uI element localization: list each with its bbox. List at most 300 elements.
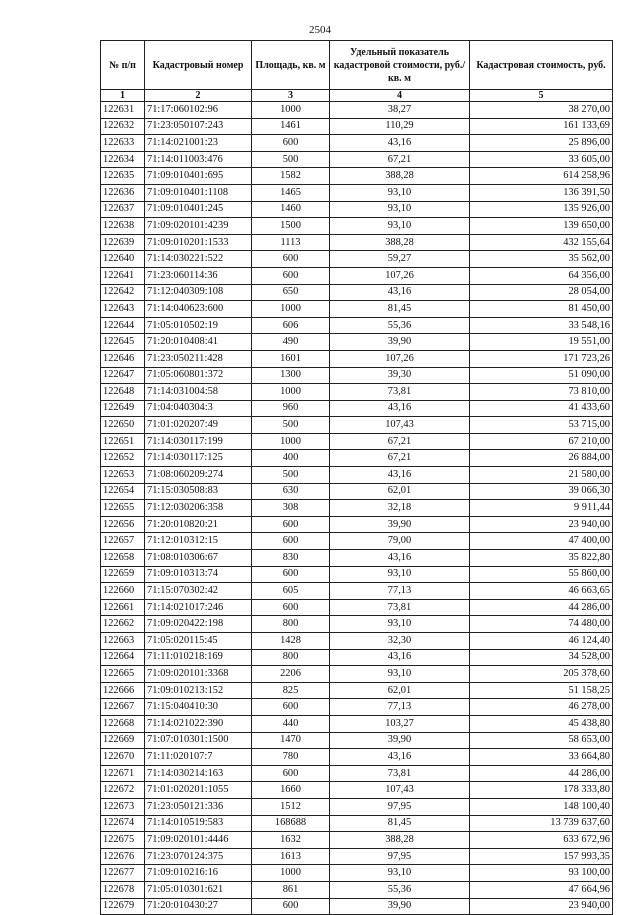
cadastral-value-cell: 21 580,00: [470, 467, 613, 484]
area-cell: 825: [252, 682, 330, 699]
table-row: [101, 234, 613, 251]
area-cell: 630: [252, 483, 330, 500]
cadastral-number-cell: 71:14:040623:600: [145, 301, 252, 318]
table-row: [101, 732, 613, 749]
area-cell: 168688: [252, 815, 330, 832]
area-cell: 800: [252, 616, 330, 633]
cadastral-value-cell: 64 356,00: [470, 267, 613, 284]
area-cell: 600: [252, 267, 330, 284]
table-row: [101, 201, 613, 218]
column-number: 5: [470, 90, 613, 102]
specific-value-cell: 67,21: [330, 450, 470, 467]
row-number-cell: 122646: [101, 350, 145, 367]
row-number-cell: 122649: [101, 400, 145, 417]
cadastral-value-cell: 9 911,44: [470, 500, 613, 517]
cadastral-value-cell: 157 993,35: [470, 848, 613, 865]
cadastral-number-cell: 71:15:030508:83: [145, 483, 252, 500]
specific-value-cell: 107,43: [330, 417, 470, 434]
specific-value-cell: 93,10: [330, 616, 470, 633]
specific-value-cell: 107,26: [330, 350, 470, 367]
area-cell: 1000: [252, 301, 330, 318]
table-header-row: [101, 41, 613, 90]
cadastral-number-cell: 71:14:031004:58: [145, 384, 252, 401]
table-row: [101, 400, 613, 417]
table-row: [101, 367, 613, 384]
area-cell: 600: [252, 251, 330, 268]
cadastral-value-cell: 33 548,16: [470, 317, 613, 334]
specific-value-cell: 67,21: [330, 433, 470, 450]
area-cell: 605: [252, 583, 330, 600]
area-cell: 861: [252, 881, 330, 898]
specific-value-cell: 39,90: [330, 732, 470, 749]
area-cell: 600: [252, 599, 330, 616]
area-cell: 490: [252, 334, 330, 351]
specific-value-cell: 39,90: [330, 334, 470, 351]
specific-value-cell: 39,30: [330, 367, 470, 384]
cadastral-number-cell: 71:09:010213:152: [145, 682, 252, 699]
row-number-cell: 122645: [101, 334, 145, 351]
specific-value-cell: 73,81: [330, 599, 470, 616]
row-number-cell: 122654: [101, 483, 145, 500]
area-cell: 1460: [252, 201, 330, 218]
cadastral-value-cell: 33 605,00: [470, 151, 613, 168]
row-number-cell: 122674: [101, 815, 145, 832]
cadastral-value-cell: 33 664,80: [470, 749, 613, 766]
cadastral-number-cell: 71:20:010430:27: [145, 898, 252, 915]
specific-value-cell: 32,18: [330, 500, 470, 517]
cadastral-value-cell: 93 100,00: [470, 865, 613, 882]
row-number-cell: 122641: [101, 267, 145, 284]
cadastral-number-cell: 71:12:010312:15: [145, 533, 252, 550]
area-cell: 1300: [252, 367, 330, 384]
specific-value-cell: 73,81: [330, 765, 470, 782]
cadastral-number-cell: 71:01:020207:49: [145, 417, 252, 434]
area-cell: 600: [252, 516, 330, 533]
row-number-cell: 122651: [101, 433, 145, 450]
area-cell: 1632: [252, 832, 330, 849]
table-row: [101, 184, 613, 201]
cadastral-number-cell: 71:11:010218:169: [145, 649, 252, 666]
row-number-cell: 122644: [101, 317, 145, 334]
cadastral-value-cell: 44 286,00: [470, 765, 613, 782]
table-row: [101, 284, 613, 301]
row-number-cell: 122643: [101, 301, 145, 318]
page-number: 2504: [309, 24, 331, 36]
table-row: [101, 749, 613, 766]
specific-value-cell: 43,16: [330, 400, 470, 417]
cadastral-value-cell: 26 884,00: [470, 450, 613, 467]
table-row: [101, 633, 613, 650]
area-cell: 1601: [252, 350, 330, 367]
area-cell: 1582: [252, 168, 330, 185]
cadastral-number-cell: 71:14:021022:390: [145, 715, 252, 732]
header-cadastral-number: Кадастровый номер: [145, 41, 252, 90]
area-cell: 500: [252, 417, 330, 434]
table-row: [101, 566, 613, 583]
cadastral-number-cell: 71:17:060102:96: [145, 102, 252, 119]
area-cell: 500: [252, 467, 330, 484]
column-number: 1: [101, 90, 145, 102]
table-row: [101, 334, 613, 351]
area-cell: 600: [252, 765, 330, 782]
cadastral-value-cell: 23 940,00: [470, 898, 613, 915]
cadastral-value-cell: 55 860,00: [470, 566, 613, 583]
cadastral-value-cell: 44 286,00: [470, 599, 613, 616]
area-cell: 2206: [252, 666, 330, 683]
area-cell: 308: [252, 500, 330, 517]
cadastral-value-cell: 136 391,50: [470, 184, 613, 201]
row-number-cell: 122667: [101, 699, 145, 716]
table-row: [101, 168, 613, 185]
area-cell: 800: [252, 649, 330, 666]
cadastral-value-cell: 19 551,00: [470, 334, 613, 351]
specific-value-cell: 97,95: [330, 848, 470, 865]
row-number-cell: 122647: [101, 367, 145, 384]
cadastral-value-cell: 46 124,40: [470, 633, 613, 650]
specific-value-cell: 110,29: [330, 118, 470, 135]
cadastral-number-cell: 71:05:010502:19: [145, 317, 252, 334]
table-row: [101, 450, 613, 467]
area-cell: 1000: [252, 102, 330, 119]
cadastral-number-cell: 71:14:030117:125: [145, 450, 252, 467]
table-row: [101, 350, 613, 367]
specific-value-cell: 107,43: [330, 782, 470, 799]
area-cell: 1428: [252, 633, 330, 650]
specific-value-cell: 43,16: [330, 135, 470, 152]
header-cadastral-value: Кадастровая стоимость, руб.: [470, 41, 613, 90]
table-row: [101, 865, 613, 882]
area-cell: 600: [252, 533, 330, 550]
cadastral-number-cell: 71:11:020107:7: [145, 749, 252, 766]
cadastral-value-cell: 47 664,96: [470, 881, 613, 898]
specific-value-cell: 81,45: [330, 301, 470, 318]
table-row: [101, 832, 613, 849]
cadastral-number-cell: 71:14:030221:522: [145, 251, 252, 268]
row-number-cell: 122634: [101, 151, 145, 168]
cadastral-number-cell: 71:12:040309:108: [145, 284, 252, 301]
specific-value-cell: 43,16: [330, 550, 470, 567]
specific-value-cell: 81,45: [330, 815, 470, 832]
table-row: [101, 798, 613, 815]
specific-value-cell: 32,30: [330, 633, 470, 650]
cadastral-value-cell: 205 378,60: [470, 666, 613, 683]
area-cell: 780: [252, 749, 330, 766]
cadastral-value-cell: 45 438,80: [470, 715, 613, 732]
specific-value-cell: 103,27: [330, 715, 470, 732]
area-cell: 1500: [252, 218, 330, 235]
specific-value-cell: 93,10: [330, 666, 470, 683]
cadastral-number-cell: 71:23:050211:428: [145, 350, 252, 367]
cadastral-number-cell: 71:05:060801:372: [145, 367, 252, 384]
specific-value-cell: 59,27: [330, 251, 470, 268]
specific-value-cell: 107,26: [330, 267, 470, 284]
specific-value-cell: 97,95: [330, 798, 470, 815]
specific-value-cell: 67,21: [330, 151, 470, 168]
row-number-cell: 122633: [101, 135, 145, 152]
cadastral-number-cell: 71:20:010408:41: [145, 334, 252, 351]
cadastral-number-cell: 71:09:010401:245: [145, 201, 252, 218]
cadastral-number-cell: 71:09:010401:1108: [145, 184, 252, 201]
area-cell: 1465: [252, 184, 330, 201]
cadastral-value-cell: 161 133,69: [470, 118, 613, 135]
table-row: [101, 483, 613, 500]
row-number-cell: 122642: [101, 284, 145, 301]
cadastral-number-cell: 71:05:010301:621: [145, 881, 252, 898]
cadastral-number-cell: 71:09:020101:4446: [145, 832, 252, 849]
column-number: 2: [145, 90, 252, 102]
table-row: [101, 433, 613, 450]
area-cell: 1000: [252, 433, 330, 450]
row-number-cell: 122655: [101, 500, 145, 517]
cadastral-value-cell: 23 940,00: [470, 516, 613, 533]
row-number-cell: 122652: [101, 450, 145, 467]
area-cell: 606: [252, 317, 330, 334]
header-specific-value: Удельный показатель кадастровой стоимости, руб./кв. м: [330, 41, 470, 90]
cadastral-value-cell: 47 400,00: [470, 533, 613, 550]
row-number-cell: 122662: [101, 616, 145, 633]
cadastral-value-cell: 51 158,25: [470, 682, 613, 699]
table-row: [101, 550, 613, 567]
area-cell: 830: [252, 550, 330, 567]
cadastral-number-cell: 71:08:010306:67: [145, 550, 252, 567]
area-cell: 960: [252, 400, 330, 417]
cadastral-number-cell: 71:12:030206:358: [145, 500, 252, 517]
row-number-cell: 122679: [101, 898, 145, 915]
area-cell: 1000: [252, 865, 330, 882]
table-row: [101, 666, 613, 683]
cadastral-value-cell: 614 258,96: [470, 168, 613, 185]
area-cell: 1113: [252, 234, 330, 251]
area-cell: 600: [252, 566, 330, 583]
cadastral-value-cell: 53 715,00: [470, 417, 613, 434]
cadastral-number-cell: 71:14:010519:583: [145, 815, 252, 832]
cadastral-number-cell: 71:20:010820:21: [145, 516, 252, 533]
row-number-cell: 122635: [101, 168, 145, 185]
cadastral-value-cell: 39 066,30: [470, 483, 613, 500]
specific-value-cell: 43,16: [330, 467, 470, 484]
table-row: [101, 815, 613, 832]
cadastral-value-cell: 35 822,80: [470, 550, 613, 567]
table-body: [101, 102, 613, 915]
specific-value-cell: 93,10: [330, 218, 470, 235]
area-cell: 1000: [252, 384, 330, 401]
cadastral-value-cell: 67 210,00: [470, 433, 613, 450]
table-row: [101, 251, 613, 268]
table-row: [101, 616, 613, 633]
specific-value-cell: 73,81: [330, 384, 470, 401]
table-row: [101, 583, 613, 600]
table-row: [101, 599, 613, 616]
area-cell: 1512: [252, 798, 330, 815]
row-number-cell: 122672: [101, 782, 145, 799]
row-number-cell: 122631: [101, 102, 145, 119]
row-number-cell: 122659: [101, 566, 145, 583]
cadastral-number-cell: 71:09:020101:4239: [145, 218, 252, 235]
cadastral-value-cell: 139 650,00: [470, 218, 613, 235]
table-row: [101, 151, 613, 168]
row-number-cell: 122648: [101, 384, 145, 401]
specific-value-cell: 77,13: [330, 699, 470, 716]
area-cell: 400: [252, 450, 330, 467]
table-row: [101, 699, 613, 716]
row-number-cell: 122660: [101, 583, 145, 600]
cadastral-value-cell: 34 528,00: [470, 649, 613, 666]
cadastral-number-cell: 71:09:010201:1533: [145, 234, 252, 251]
specific-value-cell: 93,10: [330, 184, 470, 201]
row-number-cell: 122666: [101, 682, 145, 699]
cadastral-number-cell: 71:09:020101:3368: [145, 666, 252, 683]
table-row: [101, 135, 613, 152]
cadastral-number-cell: 71:09:010401:695: [145, 168, 252, 185]
specific-value-cell: 43,16: [330, 649, 470, 666]
specific-value-cell: 62,01: [330, 483, 470, 500]
cadastral-number-cell: 71:09:020422:198: [145, 616, 252, 633]
cadastral-number-cell: 71:07:010301:1500: [145, 732, 252, 749]
cadastral-value-cell: 178 333,80: [470, 782, 613, 799]
area-cell: 600: [252, 699, 330, 716]
cadastral-number-cell: 71:14:030214:163: [145, 765, 252, 782]
row-number-cell: 122675: [101, 832, 145, 849]
cadastral-number-cell: 71:23:050121:336: [145, 798, 252, 815]
cadastral-number-cell: 71:15:070302:42: [145, 583, 252, 600]
cadastral-value-cell: 135 926,00: [470, 201, 613, 218]
row-number-cell: 122664: [101, 649, 145, 666]
cadastral-value-cell: 58 653,00: [470, 732, 613, 749]
cadastral-value-cell: 432 155,64: [470, 234, 613, 251]
cadastral-number-cell: 71:23:050107:243: [145, 118, 252, 135]
specific-value-cell: 79,00: [330, 533, 470, 550]
row-number-cell: 122639: [101, 234, 145, 251]
row-number-cell: 122678: [101, 881, 145, 898]
table-row: [101, 649, 613, 666]
specific-value-cell: 55,36: [330, 881, 470, 898]
table-row: [101, 267, 613, 284]
cadastral-value-cell: 74 480,00: [470, 616, 613, 633]
cadastral-number-cell: 71:15:040410:30: [145, 699, 252, 716]
row-number-cell: 122673: [101, 798, 145, 815]
cadastral-number-cell: 71:23:070124:375: [145, 848, 252, 865]
row-number-cell: 122632: [101, 118, 145, 135]
cadastral-number-cell: 71:09:010313:74: [145, 566, 252, 583]
cadastral-value-cell: 51 090,00: [470, 367, 613, 384]
table-row: [101, 782, 613, 799]
table-row: [101, 218, 613, 235]
area-cell: 600: [252, 135, 330, 152]
row-number-cell: 122658: [101, 550, 145, 567]
row-number-cell: 122670: [101, 749, 145, 766]
row-number-cell: 122671: [101, 765, 145, 782]
table-row: [101, 301, 613, 318]
specific-value-cell: 388,28: [330, 168, 470, 185]
cadastral-number-cell: 71:05:020115:45: [145, 633, 252, 650]
area-cell: 650: [252, 284, 330, 301]
specific-value-cell: 38,27: [330, 102, 470, 119]
specific-value-cell: 77,13: [330, 583, 470, 600]
specific-value-cell: 55,36: [330, 317, 470, 334]
row-number-cell: 122653: [101, 467, 145, 484]
row-number-cell: 122636: [101, 184, 145, 201]
specific-value-cell: 43,16: [330, 284, 470, 301]
table-row: [101, 317, 613, 334]
table-row: [101, 765, 613, 782]
cadastral-value-cell: 171 723,26: [470, 350, 613, 367]
area-cell: 440: [252, 715, 330, 732]
specific-value-cell: 93,10: [330, 201, 470, 218]
area-cell: 1470: [252, 732, 330, 749]
row-number-cell: 122668: [101, 715, 145, 732]
row-number-cell: 122637: [101, 201, 145, 218]
table-row: [101, 898, 613, 915]
cadastral-value-cell: 28 054,00: [470, 284, 613, 301]
header-row-number: № п/п: [101, 41, 145, 90]
cadastral-value-cell: 81 450,00: [470, 301, 613, 318]
table-row: [101, 417, 613, 434]
cadastral-value-cell: 41 433,60: [470, 400, 613, 417]
row-number-cell: 122669: [101, 732, 145, 749]
table-row: [101, 516, 613, 533]
specific-value-cell: 39,90: [330, 516, 470, 533]
specific-value-cell: 93,10: [330, 566, 470, 583]
cadastral-number-cell: 71:09:010216:16: [145, 865, 252, 882]
area-cell: 600: [252, 898, 330, 915]
area-cell: 1613: [252, 848, 330, 865]
cadastral-number-cell: 71:14:021001:23: [145, 135, 252, 152]
cadastral-value-cell: 35 562,00: [470, 251, 613, 268]
area-cell: 1461: [252, 118, 330, 135]
specific-value-cell: 388,28: [330, 832, 470, 849]
specific-value-cell: 43,16: [330, 749, 470, 766]
area-cell: 500: [252, 151, 330, 168]
row-number-cell: 122640: [101, 251, 145, 268]
table-row: [101, 682, 613, 699]
cadastral-number-cell: 71:14:021017:246: [145, 599, 252, 616]
cadastral-number-cell: 71:08:060209:274: [145, 467, 252, 484]
cadastral-number-cell: 71:14:030117:199: [145, 433, 252, 450]
row-number-cell: 122638: [101, 218, 145, 235]
cadastral-value-cell: 25 896,00: [470, 135, 613, 152]
cadastral-value-cell: 73 810,00: [470, 384, 613, 401]
row-number-cell: 122656: [101, 516, 145, 533]
cadastral-value-cell: 148 100,40: [470, 798, 613, 815]
table-row: [101, 881, 613, 898]
cadastral-value-cell: 46 663,65: [470, 583, 613, 600]
header-area: Площадь, кв. м: [252, 41, 330, 90]
row-number-cell: 122663: [101, 633, 145, 650]
cadastral-value-cell: 46 278,00: [470, 699, 613, 716]
cadastral-value-cell: 633 672,96: [470, 832, 613, 849]
column-number: 4: [330, 90, 470, 102]
table-row: [101, 500, 613, 517]
column-number-row: [101, 90, 613, 102]
row-number-cell: 122665: [101, 666, 145, 683]
table-row: [101, 848, 613, 865]
table-row: [101, 533, 613, 550]
row-number-cell: 122657: [101, 533, 145, 550]
cadastral-number-cell: 71:01:020201:1055: [145, 782, 252, 799]
table-row: [101, 102, 613, 119]
row-number-cell: 122661: [101, 599, 145, 616]
specific-value-cell: 39,90: [330, 898, 470, 915]
cadastral-number-cell: 71:14:011003:476: [145, 151, 252, 168]
area-cell: 1660: [252, 782, 330, 799]
cadastral-value-cell: 38 270,00: [470, 102, 613, 119]
column-number: 3: [252, 90, 330, 102]
row-number-cell: 122676: [101, 848, 145, 865]
specific-value-cell: 62,01: [330, 682, 470, 699]
cadastral-number-cell: 71:04:040304:3: [145, 400, 252, 417]
cadastral-number-cell: 71:23:060114:36: [145, 267, 252, 284]
specific-value-cell: 93,10: [330, 865, 470, 882]
